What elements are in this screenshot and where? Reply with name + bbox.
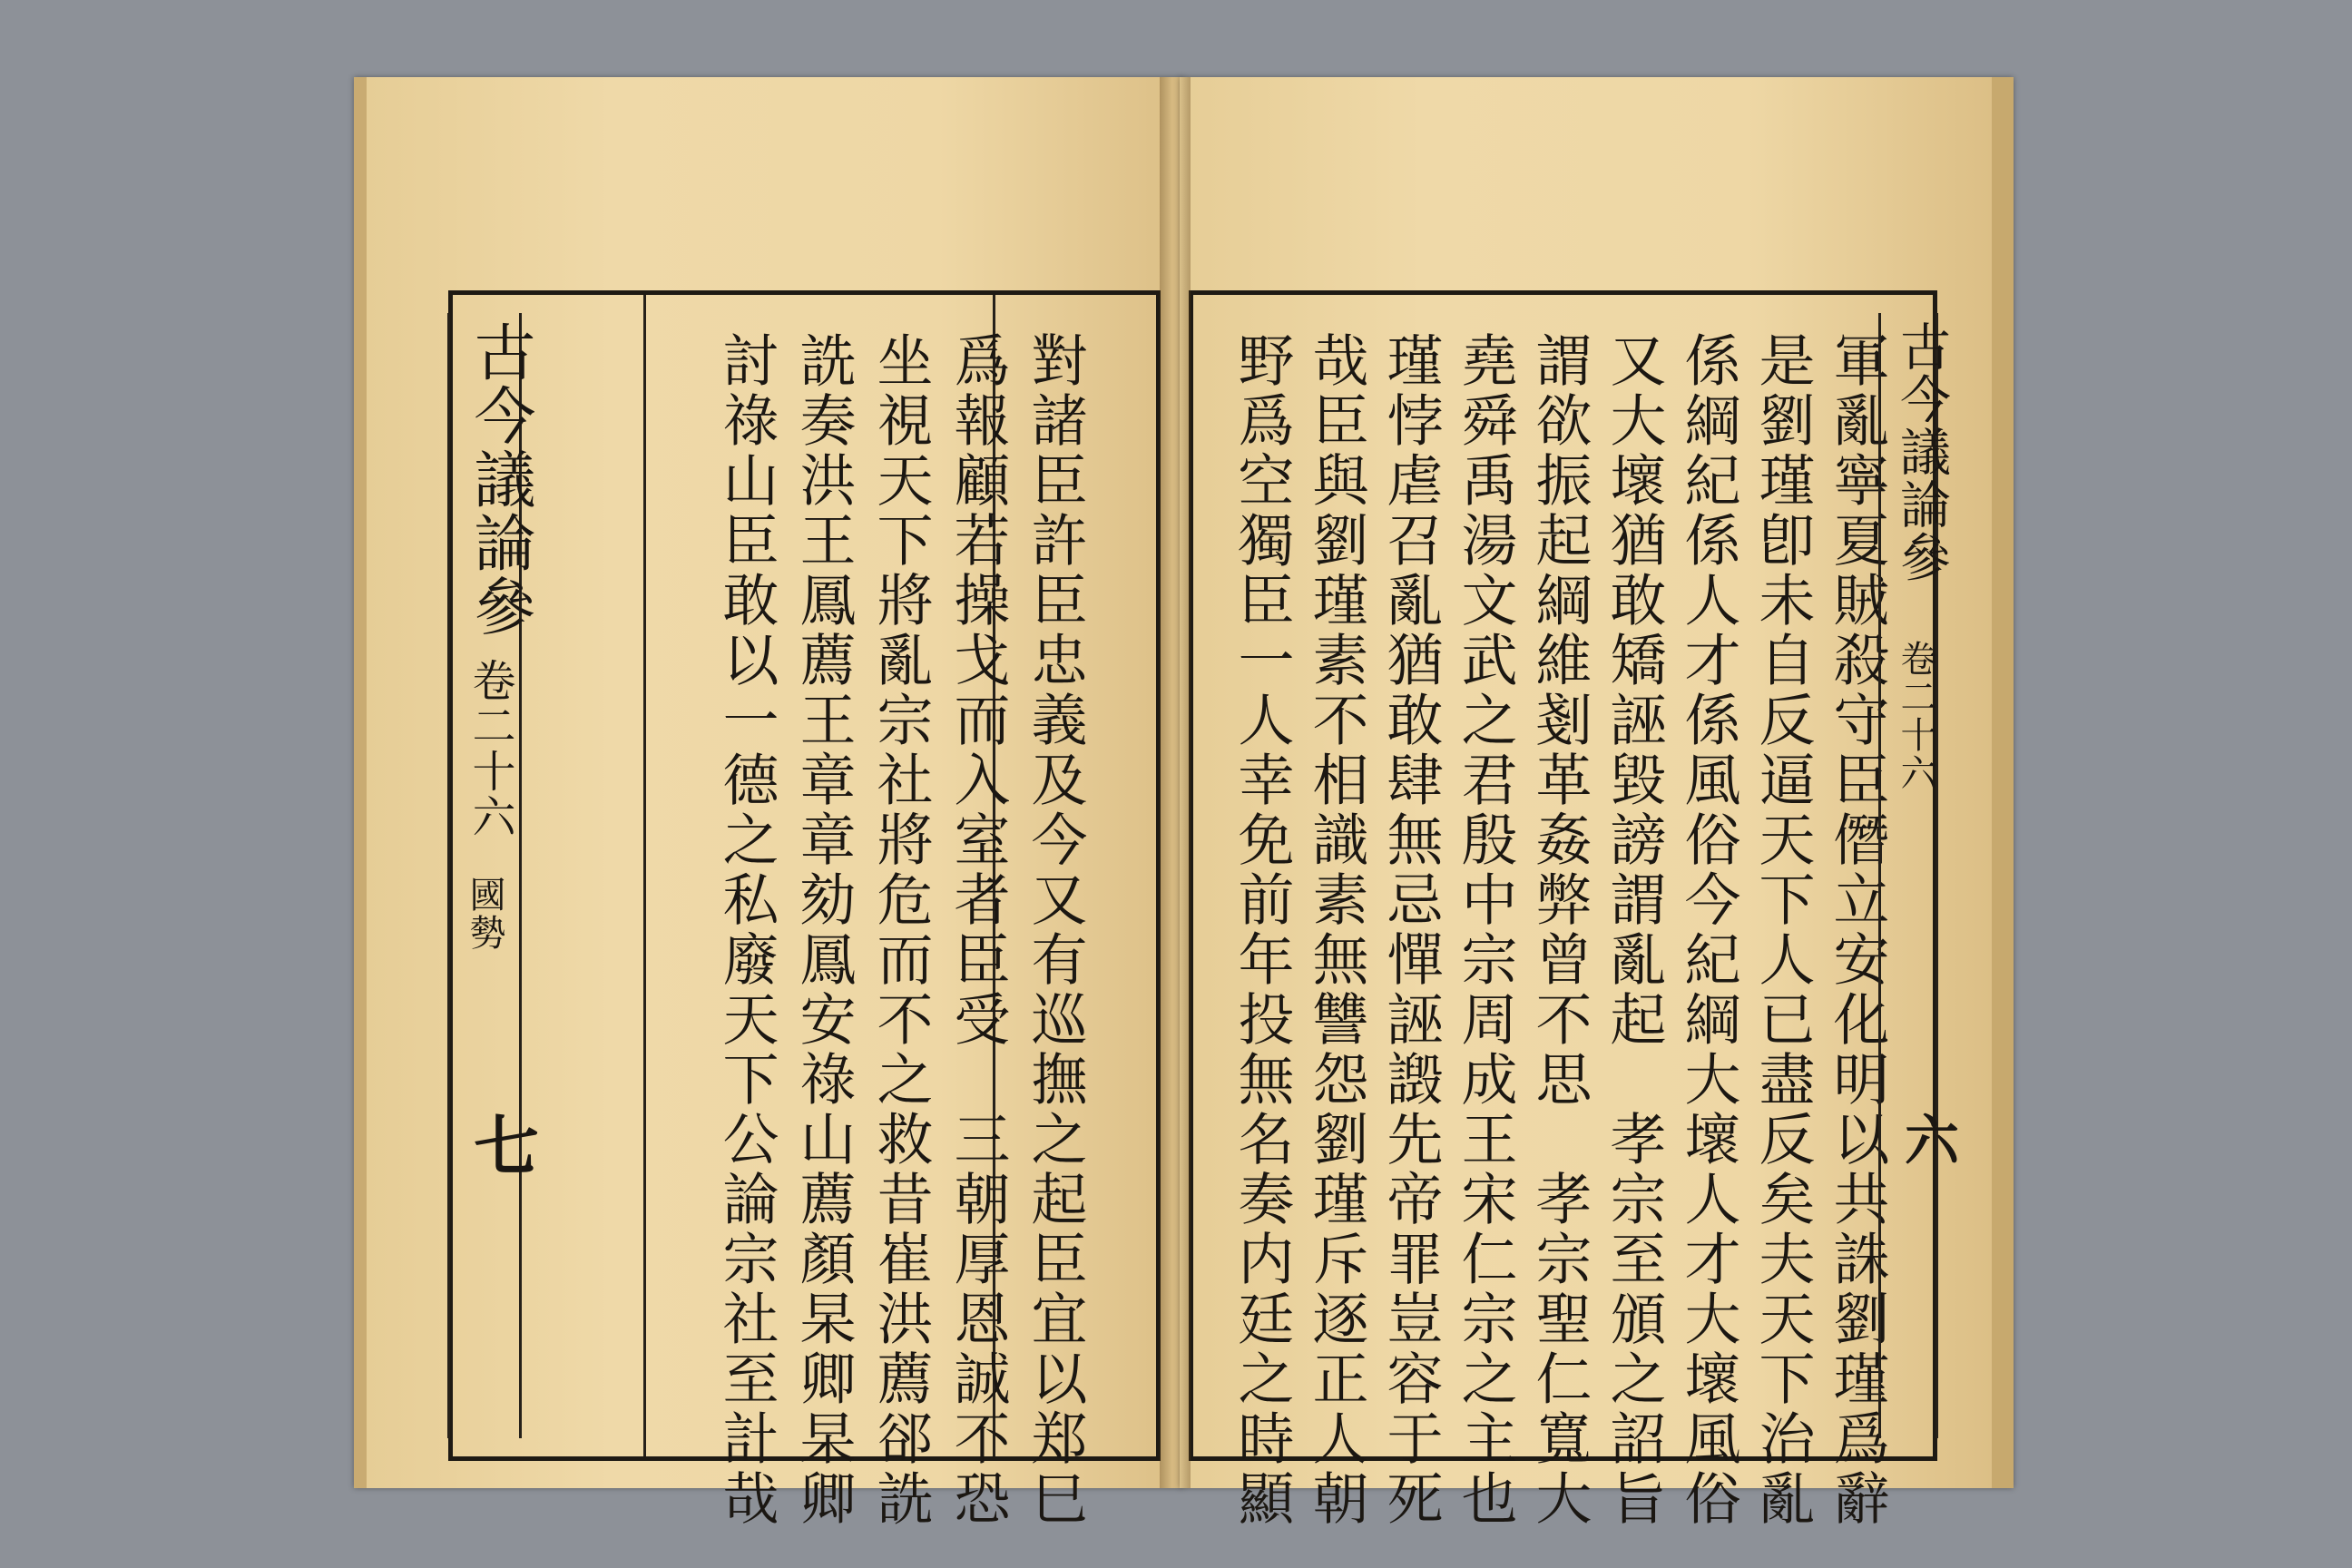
folio-number: 七 xyxy=(463,1112,540,1177)
text-column: 哉臣與劉瑾素不相識素無讐怨劉瑾斥逐正人朝 xyxy=(1303,331,1369,1529)
text-column: 討祿山臣敢以一德之私廢天下公論宗社至計哉 xyxy=(713,331,779,1529)
volume-label: 卷二十六 xyxy=(465,658,515,839)
running-title: 古今議論參 xyxy=(464,320,535,638)
blank-column-rule xyxy=(643,295,646,1456)
text-column: 又大壞猶敢矯誣毀謗謂亂起 孝宗至頒之詔旨 xyxy=(1601,331,1667,1529)
section-label: 國勢 xyxy=(464,876,505,952)
text-column: 謂欲振起綱維剗革姦弊曾不思 孝宗聖仁寬大 xyxy=(1526,331,1592,1529)
text-column: 詵奏洪王鳳薦王章章劾鳳安祿山薦顏杲卿杲卿 xyxy=(790,331,857,1529)
folio-number: 六 xyxy=(1896,1112,1959,1166)
left-page xyxy=(354,77,1183,1529)
text-column: 係綱紀係人才係風俗今紀綱大壞人才大壞風俗 xyxy=(1675,331,1741,1529)
text-column: 坐視天下將亂宗社將危而不之救昔崔洪薦郤詵 xyxy=(867,331,934,1529)
volume-label: 卷二十六 xyxy=(1895,640,1936,792)
right-print-frame xyxy=(1189,290,1959,1529)
text-column: 瑾悖虐召亂猶敢肆無忌憚誣譭先帝罪豈容于死 xyxy=(1377,331,1444,1529)
text-column: 堯舜禹湯文武之君殷中宗周成王宋仁宗之主也 xyxy=(1452,331,1518,1529)
running-title: 古今議論參 xyxy=(1892,320,1951,583)
right-page xyxy=(1180,77,2014,1529)
running-header-banner xyxy=(1878,313,1959,1438)
text-column: 野爲空獨臣一人幸免前年投無名奏内廷之時顯 xyxy=(1229,331,1295,1529)
left-print-frame xyxy=(448,290,1161,1529)
text-column: 是劉瑾卽未自反逼天下人已盡反矣夫天下治亂 xyxy=(1749,331,1816,1529)
text-column: 爲報顧若操戈而入室者臣受 三朝厚恩誠不恐 xyxy=(945,331,1011,1529)
book-gutter xyxy=(1160,77,1191,1488)
text-column: 對諸臣許臣忠義及今又有巡撫之起臣宜以郑巳 xyxy=(1022,331,1088,1529)
running-header-banner xyxy=(447,313,540,1438)
text-column: 軍亂寧夏賊殺守臣僭立安化明以共誅劉瑾爲辭 xyxy=(1824,331,1890,1529)
open-book xyxy=(354,77,2001,1529)
